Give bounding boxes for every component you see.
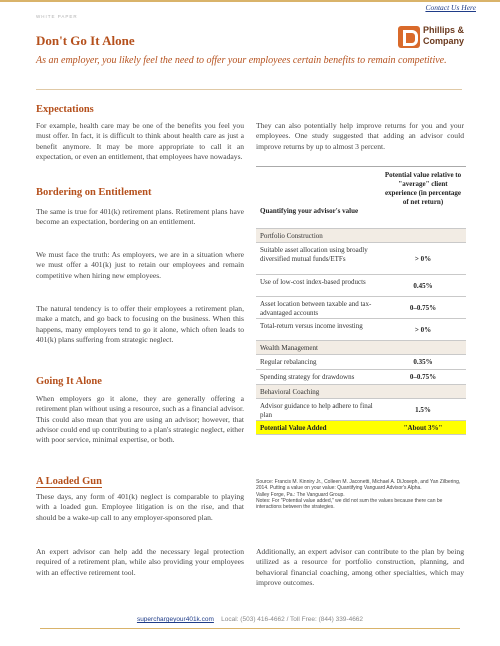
bottom-rule	[40, 628, 460, 629]
bordering-text-1: The same is true for 401(k) retirement plans. Retirement plans have become an expectation, bordering on an entitlement.	[36, 207, 244, 227]
table-row	[256, 242, 466, 275]
table-row-label: Potential Value Added	[260, 424, 327, 432]
table-row	[256, 354, 466, 370]
table-row-label: Spending strategy for drawdowns	[260, 373, 355, 381]
going-alone-text: When employers go it alone, they are generally offering a retirement plan without using a resource, such as a financial advisor. This could also mean that you are using an advisor; however, that advisor could end up contributing to a plan's strategic neglect, either with poor service, minimal expertise, or both.	[36, 394, 244, 445]
table-row-label: Total-return versus income investing	[260, 322, 363, 330]
logo-line-1: Phillips &	[423, 25, 465, 35]
divider	[36, 89, 462, 90]
logo-text	[423, 25, 464, 47]
table-row-label: Advisor guidance to help adhere to final plan	[260, 402, 373, 419]
right-outro-text: Additionally, an expert advisor can contribute to the plan by being utilized as a resource for portfolio construction, planning, and behavioral financial coaching, among other specialties, which may improve outcomes.	[256, 547, 464, 587]
table-section-row	[256, 340, 466, 355]
table-note: Notes: For "Potential value added," we did not sum the values because there can be interactions between the strategies.	[256, 497, 443, 511]
table-row	[256, 296, 466, 319]
table-section-row	[256, 384, 466, 399]
logo-mark-icon	[398, 26, 420, 48]
top-rule	[0, 0, 500, 2]
table-row-label: Use of low-cost index-based products	[260, 278, 366, 286]
heading-expectations: Expectations	[36, 104, 94, 115]
table-row-label: Suitable asset allocation using broadly diversified mutual funds/ETFs	[260, 246, 368, 263]
table-notes	[256, 479, 464, 510]
table-row-label: Wealth Management	[260, 344, 318, 352]
footer	[0, 616, 500, 623]
table-header-right: Potential value relative to "average" client experience (in percentage of net return)	[384, 171, 462, 206]
contact-us-link[interactable]: Contact Us Here	[425, 3, 476, 12]
table-row-label: Regular rebalancing	[260, 358, 317, 366]
document-label: WHITE PAPER	[36, 14, 78, 19]
loaded-gun-text-1: These days, any form of 401(k) neglect is comparable to playing with a loaded gun. Employee litigation is on the rise, and that should be a wake-up call to any employer-sponsored plan.	[36, 492, 244, 522]
table-row	[256, 318, 466, 341]
table-row-value: 0.45%	[413, 282, 433, 290]
bordering-text-3: The natural tendency is to offer their employees a retirement plan, make a match, and go back to focusing on the business. When this happens, many employers tend to go it alone, which often leads to 401(k) plans suffering from strategic neglect.	[36, 304, 244, 344]
table-header-left: Quantifying your advisor's value	[260, 207, 359, 215]
heading-bordering: Bordering on Entitlement	[36, 187, 152, 198]
table-header	[256, 166, 466, 229]
table-row-value: 0–0.75%	[409, 304, 437, 312]
loaded-gun-text-2: An expert advisor can help add the necessary legal protection required of a retirement plan, while also providing your employees with an effective retirement tool.	[36, 547, 244, 577]
table-row-value: > 0%	[414, 255, 432, 263]
expectations-text: For example, health care may be one of the benefits you feel you must offer. In fact, it is difficult to think about health care as just a benefit anymore. It may be more appropriate to call it an expectation, or even an entitlement, that employees have nowadays.	[36, 121, 244, 161]
table-row-label: Portfolio Construction	[260, 232, 323, 240]
company-logo	[398, 25, 494, 51]
footer-phone: Local: (503) 416-4662 / Toll Free: (844) 339-4662	[221, 616, 364, 623]
table-location: Valley Forge, Pa.: The Vanguard Group.	[256, 491, 345, 498]
table-row	[256, 274, 466, 297]
table-bottom-border	[256, 434, 466, 435]
table-row-value: > 0%	[414, 326, 432, 334]
bordering-text-2: We must face the truth: As employers, we are in a situation where we must offer a 401(k) just to retain our employees and remain competitive when hiring new employees.	[36, 250, 244, 280]
table-row-value: 0.35%	[413, 358, 433, 366]
table-row-label: Asset location between taxable and tax-advantaged accounts	[260, 300, 372, 317]
heading-loaded-gun: A Loaded Gun	[36, 476, 102, 487]
right-intro-text: They can also potentially help improve returns for you and your employees. One study suggested that adding an advisor could improve returns by up to almost 3 percent.	[256, 121, 464, 151]
page-title: Don't Go It Alone	[36, 33, 135, 48]
table-section-row	[256, 228, 466, 243]
table-total-row	[256, 420, 466, 435]
table-row-value: 0–0.75%	[409, 373, 437, 381]
table-row-value: "About 3%"	[403, 424, 443, 432]
table-row	[256, 369, 466, 385]
table-row-label: Behavioral Coaching	[260, 388, 320, 396]
table-source: Source: Francis M. Kinniry Jr., Colleen M. Jaconetti, Michael A. DiJoseph, and Yan Zilbering, 2014. Putting a value on your value: Quantifying Vanguard Advisor's Alpha.	[256, 479, 461, 492]
website-link[interactable]: superchargeyour401k.com	[136, 616, 214, 623]
logo-line-2: Company	[423, 36, 465, 46]
heading-going-alone: Going It Alone	[36, 376, 102, 387]
table-row-value: 1.5%	[415, 406, 431, 414]
table-row	[256, 398, 466, 421]
page-subtitle: As an employer, you likely feel the need to offer your employees certain benefits to remain competitive.	[36, 55, 447, 66]
